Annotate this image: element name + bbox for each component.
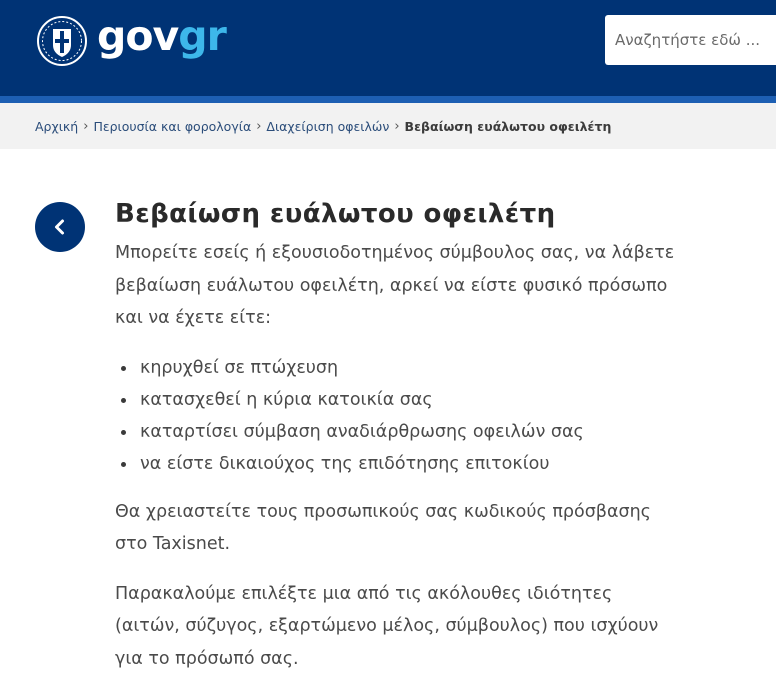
eligibility-list <box>115 352 675 481</box>
logo-gov-text: gov <box>97 12 179 60</box>
back-button[interactable] <box>35 202 85 252</box>
logo-gr-text: gr <box>178 12 226 60</box>
chevron-right-icon: › <box>256 118 262 134</box>
chevron-right-icon: › <box>394 118 400 134</box>
breadcrumb-bar <box>0 103 776 149</box>
site-header <box>0 0 776 96</box>
breadcrumb-link-home[interactable]: Αρχική <box>35 118 79 134</box>
greek-emblem-icon[interactable] <box>36 15 88 67</box>
chevron-right-icon: › <box>83 118 89 134</box>
list-item: καταρτίσει σύμβαση αναδιάρθρωσης οφειλών σας <box>115 416 675 448</box>
search-input[interactable] <box>605 15 776 65</box>
list-item: κατασχεθεί η κύρια κατοικία σας <box>115 384 675 416</box>
page-title: Βεβαίωση ευάλωτου οφειλέτη <box>115 199 556 229</box>
intro-paragraph: Μπορείτε εσείς ή εξουσιοδοτημένος σύμβουλος σας, να λάβετε βεβαίωση ευάλωτου οφειλέτη, αρκεί να είστε φυσικό πρόσωπο και να έχετε είτε: <box>115 243 675 328</box>
chevron-left-icon <box>52 218 68 236</box>
govgr-logo[interactable] <box>97 10 226 62</box>
list-item: κηρυχθεί σε πτώχευση <box>115 352 675 384</box>
main-content <box>115 197 675 675</box>
breadcrumb-link-debt-management[interactable]: Διαχείριση οφειλών <box>266 118 390 134</box>
header-stripe <box>0 96 776 103</box>
breadcrumb-current: Βεβαίωση ευάλωτου οφειλέτη <box>404 118 612 134</box>
credentials-paragraph: Θα χρειαστείτε τους προσωπικούς σας κωδικούς πρόσβασης στο Taxisnet. <box>115 501 651 555</box>
list-item: να είστε δικαιούχος της επιδότησης επιτοκίου <box>115 448 675 480</box>
breadcrumb <box>35 103 611 149</box>
select-role-paragraph: Παρακαλούμε επιλέξτε μια από τις ακόλουθες ιδιότητες (αιτών, σύζυγος, εξαρτώμενο μέλος, σύμβουλος) που ισχύουν για το πρόσωπό σας. <box>115 583 659 669</box>
breadcrumb-link-property-tax[interactable]: Περιουσία και φορολογία <box>93 118 252 134</box>
